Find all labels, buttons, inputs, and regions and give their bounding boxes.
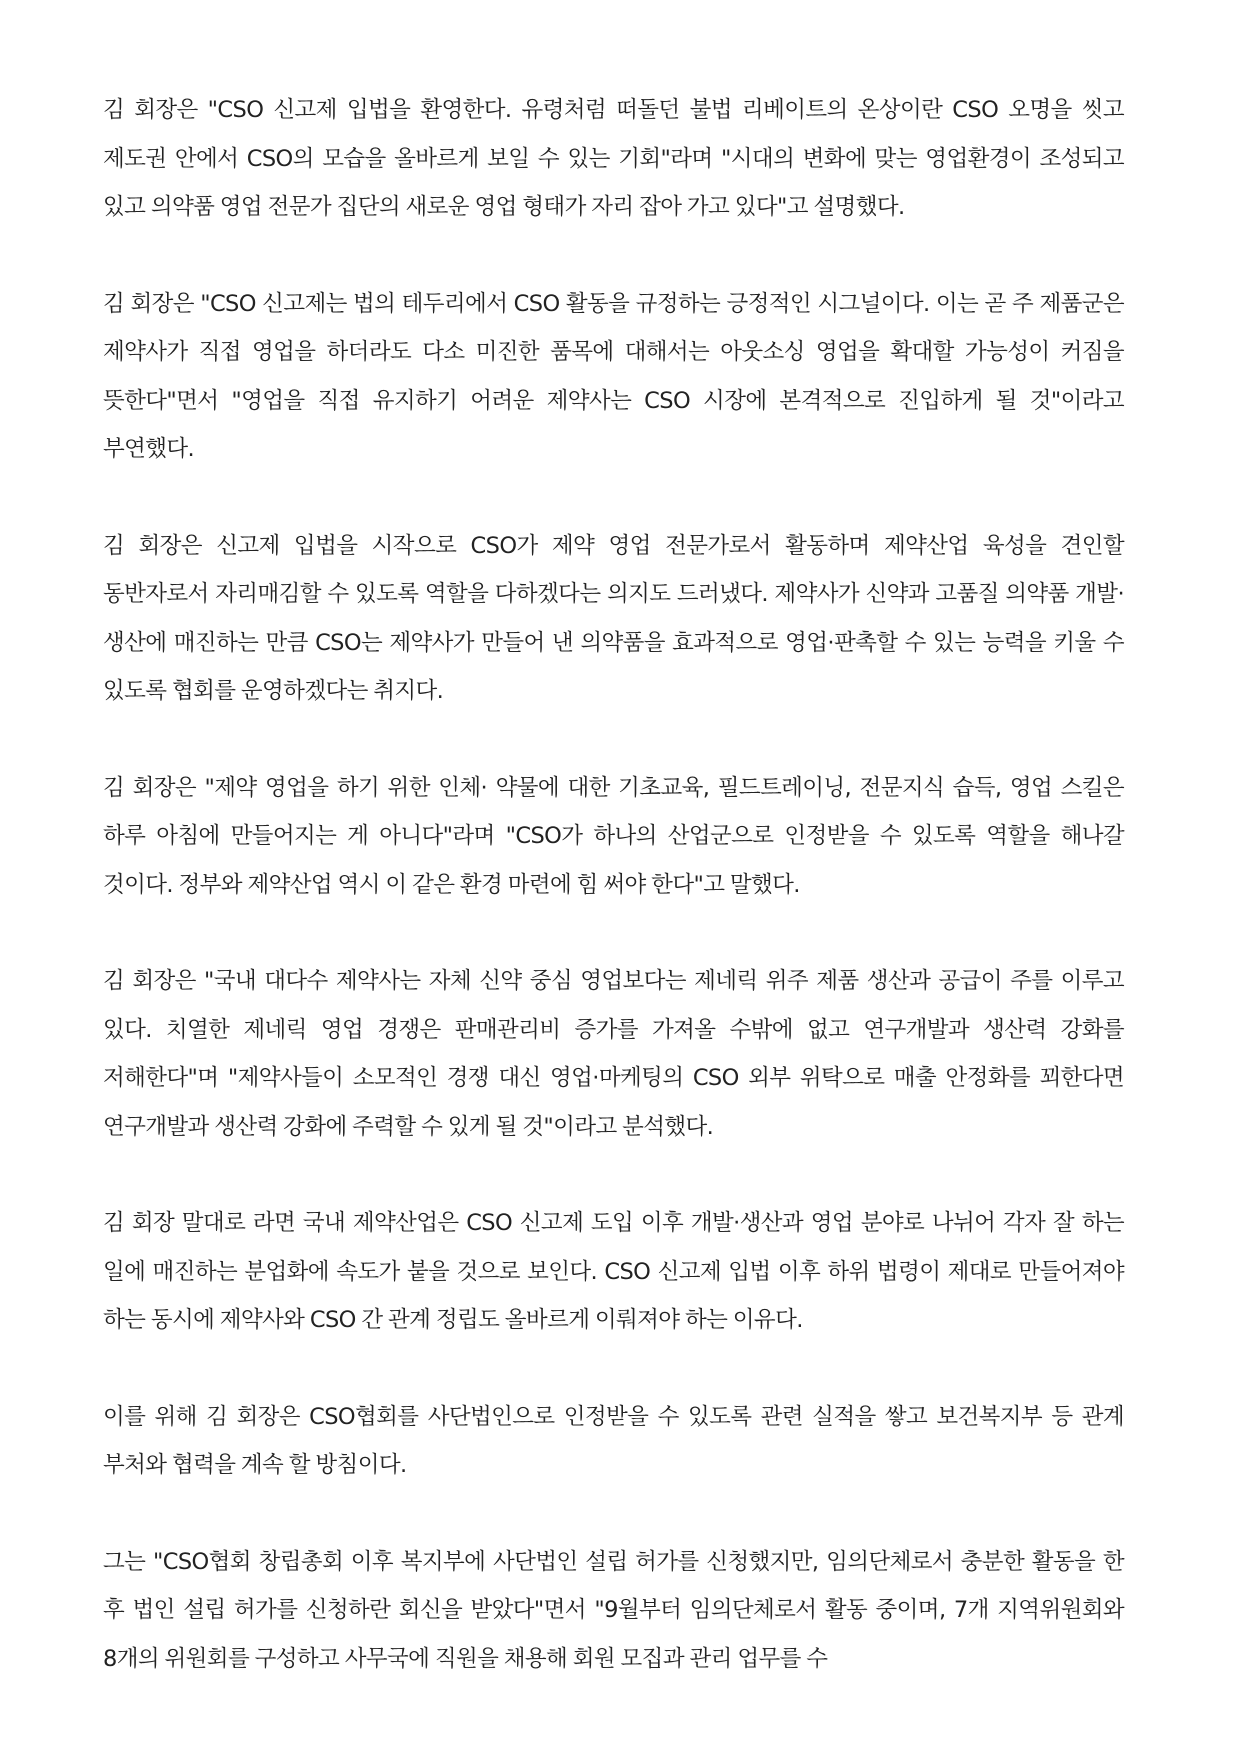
paragraph: 그는 "CSO협회 창립총회 이후 복지부에 사단법인 설립 허가를 신청했지만, 임의단체로서 충분한 활동을 한 후 법인 설립 허가를 신청하란 회신을 받았다"면서 "9월부터 임의단체로서 활동 중이며, 7개 지역위원회와 8개의 위원회를 구성하고 사무국에 직원을 채용해 회원 모집과 관리 업무를 수 (103, 1548, 1124, 1672)
paragraph: 김 회장은 "CSO 신고제 입법을 환영한다. 유령처럼 떠돌던 불법 리베이트의 온상이란 CSO 오명을 씻고 제도권 안에서 CSO의 모습을 올바르게 보일 수 있는 기회"라며 "시대의 변화에 맞는 영업환경이 조성되고 있고 의약품 영업 전문가 집단의 새로운 영업 형태가 자리 잡아 가고 있다"고 설명했다. (103, 97, 1124, 220)
article-body (103, 86, 1124, 1683)
paragraph: 김 회장은 "CSO 신고제는 법의 테두리에서 CSO 활동을 규정하는 긍정적인 시그널이다. 이는 곧 주 제품군은 제약사가 직접 영업을 하더라도 다소 미진한 품목에 대해서는 아웃소싱 영업을 확대할 가능성이 커짐을 뜻한다"면서 "영업을 직접 유지하기 어려운 제약사는 CSO 시장에 본격적으로 진입하게 될 것"이라고 부연했다. (103, 290, 1124, 462)
paragraph: 김 회장은 신고제 입법을 시작으로 CSO가 제약 영업 전문가로서 활동하며 제약산업 육성을 견인할 동반자로서 자리매김할 수 있도록 역할을 다하겠다는 의지도 드러냈다. 제약사가 신약과 고품질 의약품 개발·생산에 매진하는 만큼 CSO는 제약사가 만들어 낸 의약품을 효과적으로 영업·판촉할 수 있는 능력을 키울 수 있도록 협회를 운영하겠다는 취지다. (103, 532, 1124, 704)
paragraph: 이를 위해 김 회장은 CSO협회를 사단법인으로 인정받을 수 있도록 관련 실적을 쌓고 보건복지부 등 관계 부처와 협력을 계속 할 방침이다. (103, 1403, 1124, 1478)
paragraph: 김 회장 말대로 라면 국내 제약산업은 CSO 신고제 도입 이후 개발·생산과 영업 분야로 나뉘어 각자 잘 하는 일에 매진하는 분업화에 속도가 붙을 것으로 보인다. CSO 신고제 입법 이후 하위 법령이 제대로 만들어져야 하는 동시에 제약사와 CSO 간 관계 정립도 올바르게 이뤄져야 하는 이유다. (103, 1210, 1124, 1333)
paragraph: 김 회장은 "국내 대다수 제약사는 자체 신약 중심 영업보다는 제네릭 위주 제품 생산과 공급이 주를 이루고 있다. 치열한 제네릭 영업 경쟁은 판매관리비 증가를 가져올 수밖에 없고 연구개발과 생산력 강화를 저해한다"며 "제약사들이 소모적인 경쟁 대신 영업·마케팅의 CSO 외부 위탁으로 매출 안정화를 꾀한다면 연구개발과 생산력 강화에 주력할 수 있게 될 것"이라고 분석했다. (103, 968, 1124, 1140)
paragraph: 김 회장은 "제약 영업을 하기 위한 인체· 약물에 대한 기초교육, 필드트레이닝, 전문지식 습득, 영업 스킬은 하루 아침에 만들어지는 게 아니다"라며 "CSO가 하나의 산업군으로 인정받을 수 있도록 역할을 해나갈 것이다. 정부와 제약산업 역시 이 같은 환경 마련에 힘 써야 한다"고 말했다. (103, 774, 1124, 898)
